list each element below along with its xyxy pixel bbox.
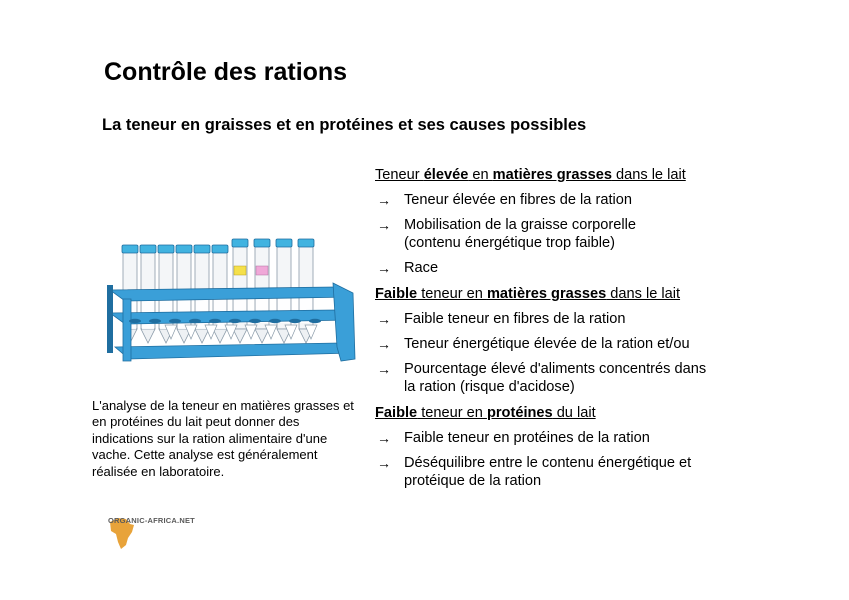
heading-text-part: matières grasses <box>492 167 612 183</box>
arrow-right-icon: → <box>377 455 391 471</box>
section-heading <box>375 403 765 423</box>
tube-cap <box>122 245 138 253</box>
tube-tip <box>233 329 247 343</box>
heading-text-part: teneur en <box>417 286 487 302</box>
rack-end-frame <box>107 285 113 353</box>
heading-text-part: Faible <box>375 405 418 421</box>
bullet-item <box>375 429 765 447</box>
heading-text-part: du lait <box>552 405 596 421</box>
tube-cap <box>212 245 228 253</box>
bullet-item <box>375 335 765 353</box>
bullet-text-line: la ration (risque d'acidose) <box>404 379 575 395</box>
bullet-item <box>375 259 765 277</box>
bullet-item <box>375 191 765 209</box>
heading-text-part: matières grasses <box>486 286 607 302</box>
logo-text: ORGANIC-AFRICA.NET <box>108 516 195 525</box>
tube-cap <box>176 245 192 253</box>
heading-text-part: dans le lait <box>606 286 681 302</box>
rack-hole <box>249 319 261 323</box>
bullet-item <box>375 360 765 396</box>
tube-tip <box>245 325 257 339</box>
arrow-right-icon: → <box>377 361 391 377</box>
arrow-right-icon: → <box>377 260 391 276</box>
bullet-text-line: Teneur élevée en fibres de la ration <box>404 192 632 208</box>
tube-label-yellow <box>234 266 246 275</box>
heading-text-part: dans le lait <box>611 167 686 183</box>
page-subtitle: La teneur en graisses et en protéines et ses causes possibles <box>102 116 587 134</box>
arrow-right-icon: → <box>377 336 391 352</box>
test-tube-rack-illustration <box>105 235 360 375</box>
tube-tip <box>213 329 227 343</box>
bullet-text-line: Faible teneur en protéines de la ration <box>404 430 650 446</box>
arrow-right-icon: → <box>377 311 391 327</box>
heading-text-part: teneur en <box>417 405 487 421</box>
rack-hole <box>309 319 321 323</box>
bullet-item <box>375 216 765 252</box>
content-column <box>375 165 765 497</box>
heading-text-part: Faible <box>375 286 418 302</box>
rack-hole <box>229 319 241 323</box>
bullet-text-line: (contenu énergétique trop faible) <box>404 235 615 251</box>
rack-hole <box>189 319 201 323</box>
tube-cap <box>232 239 248 247</box>
rack-hole <box>129 319 141 323</box>
arrow-right-icon: → <box>377 192 391 208</box>
tube-cap <box>298 239 314 247</box>
tube-cap <box>158 245 174 253</box>
bullet-text-line: Teneur énergétique élevée de la ration et/ou <box>404 336 690 352</box>
bullet-text-line: protéique de la ration <box>404 473 542 489</box>
heading-text-part: Teneur <box>375 167 424 183</box>
bullet-text-line: Pourcentage élevé d'aliments concentrés dans <box>404 361 707 377</box>
bullet-item <box>375 310 765 328</box>
tube-cap <box>276 239 292 247</box>
section-heading <box>375 284 765 304</box>
bullet-text-line: Faible teneur en fibres de la ration <box>404 311 626 327</box>
arrow-right-icon: → <box>377 430 391 446</box>
rack-bottom-rail <box>115 343 353 359</box>
tube-cap <box>194 245 210 253</box>
tube-tip <box>195 329 209 343</box>
section-heading <box>375 165 765 185</box>
tube-tip <box>141 329 155 343</box>
rack-hole <box>269 319 281 323</box>
heading-text-part: protéines <box>486 405 553 421</box>
tube-cap <box>254 239 270 247</box>
bullet-text-line: Mobilisation de la graisse corporelle <box>404 217 636 233</box>
bullet-text-line: Déséquilibre entre le contenu énergétique et <box>404 455 692 471</box>
rack-leg <box>123 299 131 361</box>
heading-text-part: en <box>468 167 493 183</box>
tube-label-pink <box>256 266 268 275</box>
illustration-caption: L'analyse de la teneur en matières grasses et en protéines du lait peut donner des indications sur la ration alimentaire d'une vache. Cette analyse est généralement réalisée en laboratoire. <box>92 398 354 479</box>
rack-hole <box>209 319 221 323</box>
bullet-item <box>375 454 765 490</box>
rack-hole <box>289 319 301 323</box>
tube-cap <box>140 245 156 253</box>
rack-hole <box>149 319 161 323</box>
arrow-right-icon: → <box>377 217 391 233</box>
bullet-text-line: Race <box>404 260 439 276</box>
rack-hole <box>169 319 181 323</box>
page-title: Contrôle des rations <box>104 58 348 86</box>
tube-tip <box>255 329 269 343</box>
heading-text-part: élevée <box>423 167 469 183</box>
